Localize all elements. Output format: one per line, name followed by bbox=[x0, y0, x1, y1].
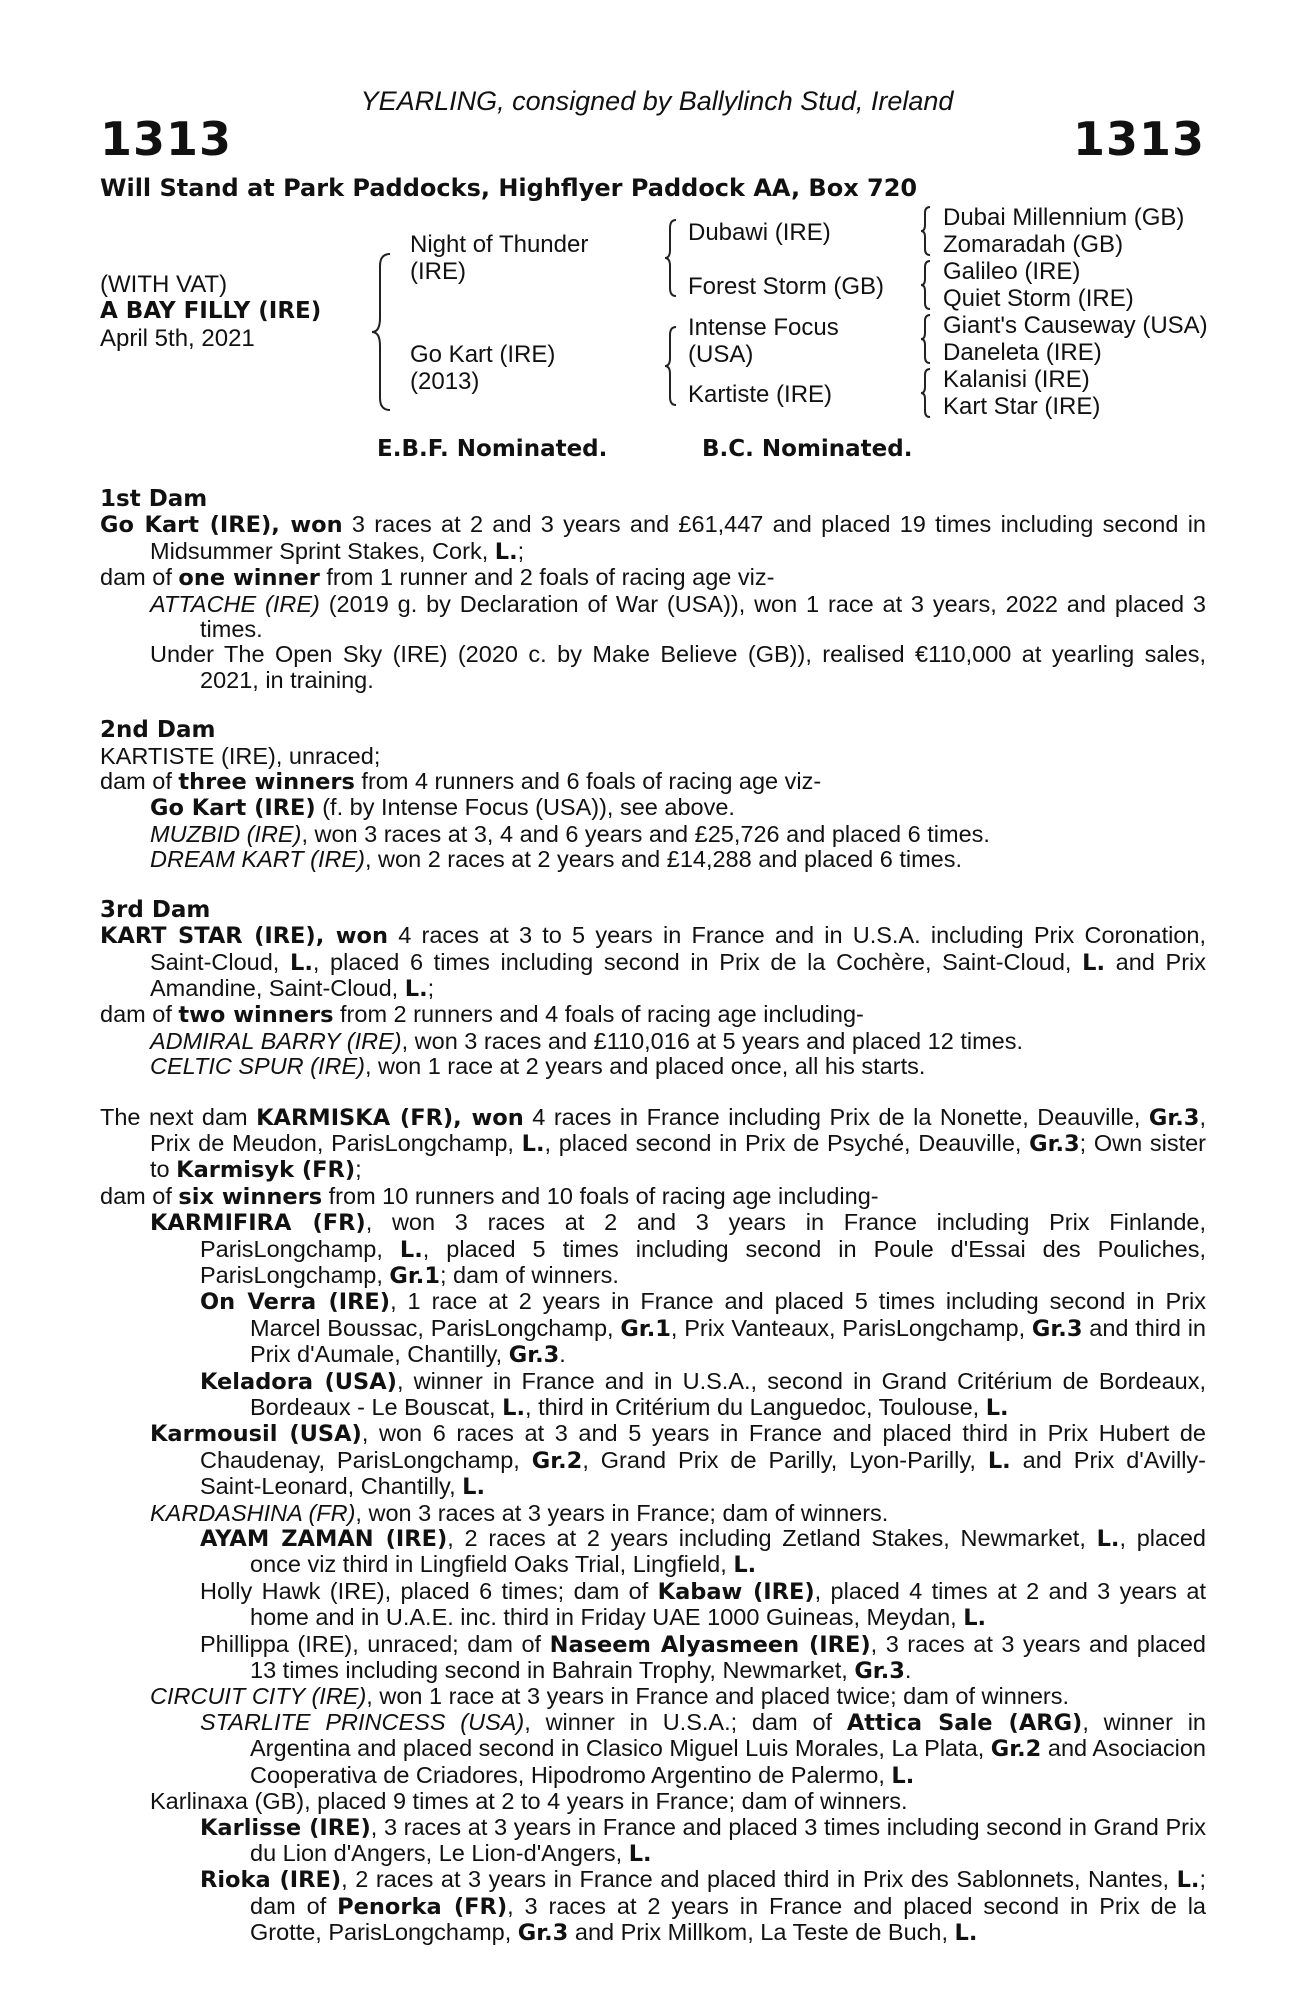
lot-number-right: 1313 bbox=[1072, 112, 1205, 166]
dam-name: Go Kart (IRE) bbox=[410, 341, 556, 368]
third-dam-record: KART STAR (IRE), won 4 races at 3 to 5 years in France and in U.S.A. including Prix Coronation, Saint-Cloud, L., placed 6 times including second in Prix de la Cochère, Saint-Cloud, L. and Prix Amandine, Saint-Cloud, L.; bbox=[100, 922, 1206, 1002]
first-dam-produce: dam of one winner from 1 runner and 2 foals of racing age viz- bbox=[100, 564, 775, 592]
first-dam-foal-2: Under The Open Sky (IRE) (2020 c. by Make Believe (GB)), realised €110,000 at yearling sales, 2021, in training. bbox=[150, 641, 1206, 693]
dam-sire-name: Intense Focus bbox=[688, 314, 839, 341]
starlite-princess-entry: STARLITE PRINCESS (USA), winner in U.S.A.; dam of Attica Sale (ARG), winner in Argentina and placed second in Clasico Miguel Luis Morales, La Plata, Gr.2 and Asociacion Cooperativa de Criadores, Hipodromo Argentino de Palermo, L. bbox=[200, 1708, 1206, 1789]
sire-sire-dam: Zomaradah (GB) bbox=[943, 231, 1124, 258]
ayam-zaman-entry: AYAM ZAMAN (IRE), 2 races at 2 years including Zetland Stakes, Newmarket, L., placed once viz third in Lingfield Oaks Trial, Lingfield, L. bbox=[200, 1525, 1206, 1579]
ebf-nominated: E.B.F. Nominated. bbox=[377, 436, 608, 462]
first-dam-heading: 1st Dam bbox=[100, 486, 208, 512]
sire-origin: (IRE) bbox=[410, 258, 466, 285]
karmousil-entry: Karmousil (USA), won 6 races at 3 and 5 years in France and placed third in Prix Hubert de Chaudenay, ParisLongchamp, Gr.2, Grand Prix de Parilly, Lyon-Parilly, L. and Prix d'Avilly-Saint-Leonard, Chantilly, L. bbox=[150, 1420, 1206, 1501]
karmifira-entry: KARMIFIRA (FR), won 3 races at 2 and 3 years in France including Prix Finlande, ParisLongchamp, L., placed 5 times including second in Poule d'Essai des Pouliches, ParisLongchamp, Gr.1; dam of winners. bbox=[150, 1209, 1206, 1289]
third-dam-heading: 3rd Dam bbox=[100, 896, 211, 923]
second-dam-heading: 2nd Dam bbox=[100, 717, 216, 744]
on-verra-entry: On Verra (IRE), 1 race at 2 years in France and placed 5 times including second in Prix Marcel Boussac, ParisLongchamp, Gr.1, Prix Vanteaux, ParisLongchamp, Gr.3 and third in Prix d'Aumale, Chantilly, Gr.3. bbox=[200, 1288, 1207, 1369]
sire-dam-dam: Quiet Storm (IRE) bbox=[943, 285, 1134, 312]
pedigree-brace-3a bbox=[920, 205, 932, 257]
stand-location: Will Stand at Park Paddocks, Highflyer Paddock AA, Box 720 bbox=[100, 174, 918, 202]
sire-dam: Forest Storm (GB) bbox=[688, 273, 885, 300]
rioka-entry: Rioka (IRE), 2 races at 3 years in France and placed third in Prix des Sablonnets, Nantes, L.; dam of Penorka (FR), 3 races at 2 years in France and placed second in Prix de la Grotte, ParisLongchamp, Gr.3 and Prix Millkom, La Teste de Buch, L. bbox=[200, 1866, 1206, 1947]
first-dam-foal-1: ATTACHE (IRE) (2019 g. by Declaration of War (USA)), won 1 race at 3 years, 2022 and placed 3 times. bbox=[150, 590, 1206, 643]
second-dam-foal-2: MUZBID (IRE), won 3 races at 3, 4 and 6 years and £25,726 and placed 6 times. bbox=[150, 820, 990, 847]
dam-dam-sire: Kalanisi (IRE) bbox=[943, 366, 1090, 393]
pedigree-brace-main bbox=[370, 252, 394, 412]
bc-nominated: B.C. Nominated. bbox=[702, 436, 913, 462]
circuit-city-entry: CIRCUIT CITY (IRE), won 1 race at 3 years in France and placed twice; dam of winners. bbox=[150, 1683, 1070, 1710]
first-dam-record: Go Kart (IRE), won 3 races at 2 and 3 years and £61,447 and placed 19 times including second in Midsummer Sprint Stakes, Cork, L.; bbox=[100, 511, 1207, 565]
dam-dam-dam: Kart Star (IRE) bbox=[943, 393, 1101, 420]
phillippa-entry: Phillippa (IRE), unraced; dam of Naseem Alyasmeen (IRE), 3 races at 3 years and placed 13 times including second in Bahrain Trophy, Newmarket, Gr.3. bbox=[200, 1630, 1206, 1685]
pedigree-brace-3c bbox=[920, 313, 932, 365]
pedigree-brace-sire bbox=[664, 218, 678, 298]
sire-sire: Dubawi (IRE) bbox=[688, 219, 831, 246]
foaling-date: April 5th, 2021 bbox=[100, 325, 255, 352]
vat-note: (WITH VAT) bbox=[100, 271, 228, 298]
dam-sire-sire: Giant's Causeway (USA) bbox=[943, 312, 1208, 339]
catalogue-page bbox=[100, 487, 1206, 1947]
sire-dam-sire: Galileo (IRE) bbox=[943, 258, 1081, 285]
consignment-line: YEARLING, consigned by Ballylinch Stud, Ireland bbox=[360, 86, 954, 116]
karlisse-entry: Karlisse (IRE), 3 races at 3 years in France and placed 3 times including second in Grand Prix du Lion d'Angers, Le Lion-d'Angers, L. bbox=[200, 1813, 1206, 1867]
kardashina-entry: KARDASHINA (FR), won 3 races at 3 years in France; dam of winners. bbox=[150, 1499, 889, 1526]
next-dam-produce: dam of six winners from 10 runners and 10 foals of racing age including- bbox=[100, 1182, 879, 1210]
pedigree-brace-3b bbox=[920, 259, 932, 311]
dam-dam: Kartiste (IRE) bbox=[688, 381, 833, 408]
dam-sire-origin: (USA) bbox=[688, 341, 754, 368]
keladora-entry: Keladora (USA), winner in France and in U.S.A., second in Grand Critérium de Bordeaux, Bordeaux - Le Bouscat, L., third in Critérium du Languedoc, Toulouse, L. bbox=[200, 1367, 1206, 1421]
sire-sire-sire: Dubai Millennium (GB) bbox=[943, 204, 1185, 231]
pedigree-brace-dam bbox=[664, 325, 678, 407]
second-dam-record: KARTISTE (IRE), unraced; bbox=[100, 742, 381, 769]
second-dam-foal-3: DREAM KART (IRE), won 2 races at 2 years and £14,288 and placed 6 times. bbox=[150, 846, 963, 873]
pedigree-brace-3d bbox=[920, 367, 932, 419]
third-dam-foal-2: CELTIC SPUR (IRE), won 1 race at 2 years and placed once, all his starts. bbox=[150, 1053, 926, 1080]
third-dam-foal-1: ADMIRAL BARRY (IRE), won 3 races and £110,016 at 5 years and placed 12 times. bbox=[150, 1027, 1024, 1054]
second-dam-produce: dam of three winners from 4 runners and 6 foals of racing age viz- bbox=[100, 768, 822, 796]
karlinaxa-entry: Karlinaxa (GB), placed 9 times at 2 to 4 years in France; dam of winners. bbox=[150, 1788, 908, 1815]
horse-name: A BAY FILLY (IRE) bbox=[100, 298, 322, 324]
dam-sire-dam: Daneleta (IRE) bbox=[943, 339, 1102, 366]
dam-year: (2013) bbox=[410, 368, 480, 395]
second-dam-foal-1: Go Kart (IRE) (f. by Intense Focus (USA)), see above. bbox=[150, 794, 735, 822]
third-dam-produce: dam of two winners from 2 runners and 4 foals of racing age including- bbox=[100, 1001, 864, 1029]
sire-name: Night of Thunder bbox=[410, 231, 589, 258]
lot-number-left: 1313 bbox=[100, 112, 233, 166]
next-dam-record: The next dam KARMISKA (FR), won 4 races in France including Prix de la Nonette, Deauville, Gr.3, Prix de Meudon, ParisLongchamp, L., placed second in Prix de Psyché, Deauville, Gr.3; Own sister to Karmisyk (FR); bbox=[100, 1103, 1207, 1184]
holly-hawk-entry: Holly Hawk (IRE), placed 6 times; dam of Kabaw (IRE), placed 4 times at 2 and 3 years at home and in U.A.E. inc. third in Friday UAE 1000 Guineas, Meydan, L. bbox=[200, 1577, 1207, 1632]
